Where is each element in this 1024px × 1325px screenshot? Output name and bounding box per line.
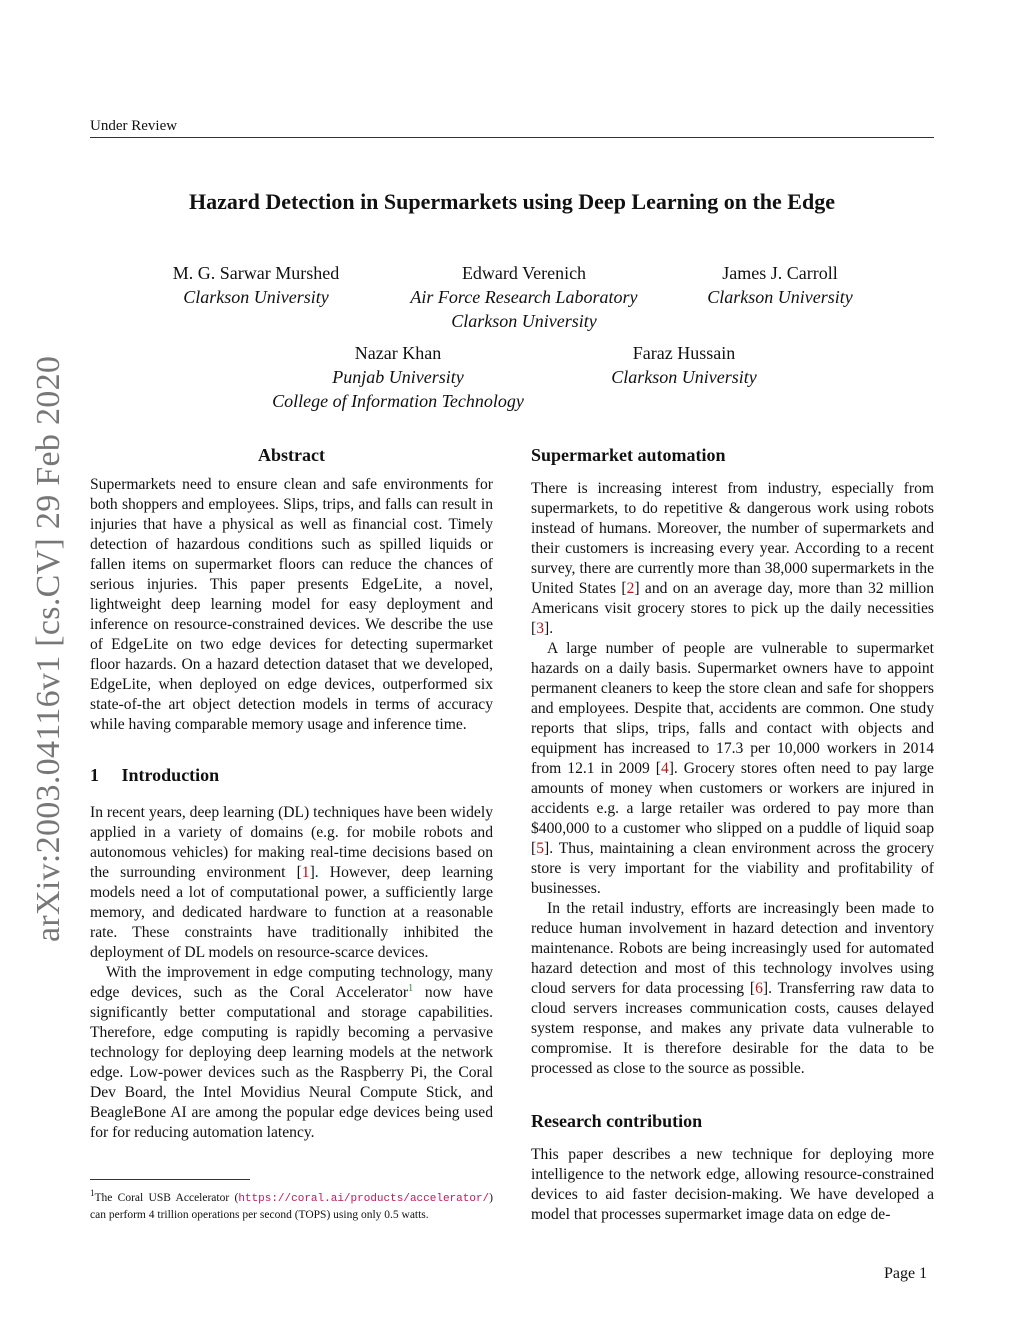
intro-paragraph-2: With the improvement in edge computing technology, many edge devices, such as the Coral Accelerator$^1$ now have significantly better computational and storage capabilities. Therefore, edge computing is rapidly becoming a pervasive technology for deploying deep learning models at the network edge. Low-power devices such as the Raspberry Pi, the Coral Dev Board, the Intel Movidius Neural Compute Stick, and BeagleBone AI are among the popular edge devices being used for for reducing automation latency. [90,964,494,1141]
citation-link[interactable]: 4 [660,760,669,777]
author-block-4 [238,341,558,413]
citation-link[interactable]: 3 [536,620,544,637]
left-column [90,445,493,1143]
running-head: Under Review [90,118,934,138]
author-affiliation: Clarkson University [451,311,597,331]
automation-paragraph-1: There is increasing interest from industry, especially from supermarkets, to do repetitive & dangerous work using robots instead of humans. Moreover, the number of supermarkets and their customers is increasing every year. According to a recent survey, there are currently more than 38,000 supermarkets in the United States [2] and on an average day, more than 32 million Americans visit grocery stores to pick up the daily necessities [3]. [531,480,934,637]
author-block-1 [140,261,372,309]
author-block-3 [676,261,884,309]
author-affiliation: Clarkson University [183,287,329,307]
author-affiliation: Clarkson University [707,287,853,307]
footnote: $^1$The Coral USB Accelerator (https://coral.ai/products/accelerator/) can perform 4 trillion operations per second (TOPS) using only 0.5 watts. [90,1188,493,1221]
author-block-2 [388,261,660,333]
automation-paragraph-3: In the retail industry, efforts are increasingly been made to reduce human involvement in hazard detection and inventory maintenance. Robots are being increasingly used for automated hazard detection and most of this technology involves using cloud servers for data processing [6]. Transferring raw data to cloud servers increases communication costs, causes delayed system response, and makes any private data vulnerable to compromise. It is therefore desirable for the data to be processed as close to the source as possible. [531,900,935,1077]
supermarket-automation-heading: Supermarket automation [531,445,726,465]
automation-paragraph-2: A large number of people are vulnerable to supermarket hazards on a daily basis. Supermarket owners have to appoint permanent cleaners to keep the store clean and safe for shoppers and employees. Despite that, accidents are common. One study reports that slips, trips, falls and contact with objects and equipment has increased to 17.3 per 10,000 workers in 2014 from 12.1 in 2009 [4]. Grocery stores often need to pay large amounts of money when customers or workers are injured in accidents e.g. a large retailer was ordered to pay more than $400,000 to a customer who slipped on a puddle of liquid soap [5]. Thus, maintaining a clean environment across the grocery store is very important for the viability and profitability of businesses. [531,640,934,897]
citation-link[interactable]: 2 [626,580,635,597]
research-contribution-heading: Research contribution [531,1111,703,1131]
contribution-paragraph: This paper describes a new technique for deploying more intelligence to the network edge, allowing resource-constrained devices to aid faster decision-making. We have developed a model that processes supermarket image data on edge de- [531,1146,934,1223]
footnote-url-link[interactable]: https://coral.ai/products/accelerator/ [238,1192,490,1205]
citation-link[interactable]: 5 [536,840,544,857]
author-affiliation: Air Force Research Laboratory [410,287,638,307]
author-affiliation: Clarkson University [611,367,757,387]
author-name: M. G. Sarwar Murshed [172,263,340,283]
author-name: Faraz Hussain [632,343,736,363]
intro-paragraph-1: In recent years, deep learning (DL) techniques have been widely applied in a variety of domains (e.g. for mobile robots and autonomous vehicles) for making real-time decisions based on the surrounding environment [1]. However, deep learning models need a lot of computational power, a sufficiently large memory, and dedicated hardware to function at a reasonable rate. These constraints have traditionally inhibited the deployment of DL models on resource-scarce devices. [90,804,493,961]
author-affiliation: College of Information Technology [272,391,524,411]
author-name: Nazar Khan [354,343,442,363]
abstract-text: Supermarkets need to ensure clean and safe environments for both shoppers and employees. Slips, trips, and falls can result in injuries that have a physical as well as financial cost. Timely detection of hazardous conditions such as spilled liquids or fallen items on supermarket floors can reduce the chances of serious injuries. This paper presents EdgeLite, a novel, lightweight deep learning model for easy deployment and inference on resource-constrained devices. We describe the use of EdgeLite on two edge devices for detecting supermarket floor hazards. On a hazard detection dataset that we developed, EdgeLite, when deployed on edge devices, outperformed six state-of-the art object detection models in terms of accuracy while having comparable memory usage and inference time. [90,476,493,733]
paper-title: Hazard Detection in Supermarkets using Deep Learning on the Edge [189,189,835,214]
author-name: James J. Carroll [722,263,838,283]
citation-link[interactable]: 6 [755,980,763,997]
author-affiliation: Punjab University [332,367,464,387]
author-name: Edward Verenich [461,263,587,283]
footnote-number: 1 [90,1188,95,1198]
introduction-heading: 1 Introduction [90,765,220,785]
page-number: Page 1 [884,1265,928,1282]
abstract-heading: Abstract [258,445,325,465]
right-column [531,445,934,1225]
author-block-5 [584,341,784,389]
footnote-marker[interactable]: 1 [408,982,414,994]
footnote-rule [90,1179,250,1180]
arxiv-identifier: arXiv:2003.04116v1 [cs.CV] 29 Feb 2020 [30,355,67,942]
citation-link[interactable]: 1 [301,864,310,881]
